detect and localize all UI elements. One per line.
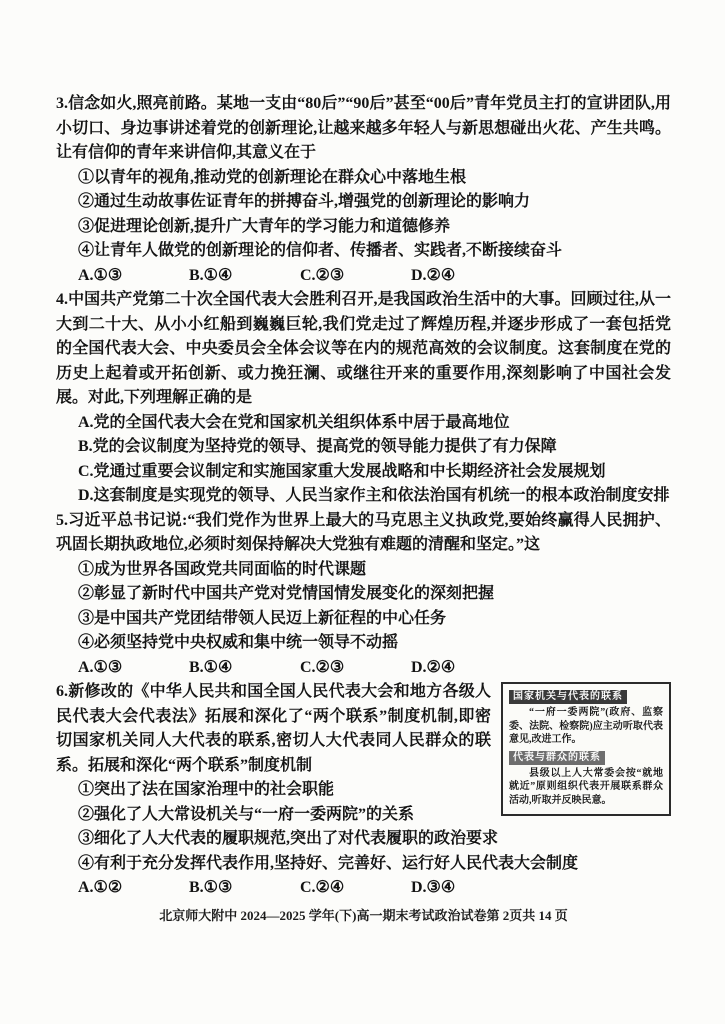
question-4-choice-a: A.党的全国代表大会在党和国家机关组织体系中居于最高地位 [78,413,510,431]
page-footer: 北京师大附中 2024—2025 学年(下)高一期末考试政治试卷第 2页共 14 页 [159,907,568,923]
q6-box-heading-state-organs: 国家机关与代表的联系 [509,690,627,704]
question-5-suboption-3: ③是中国共产党团结带领人民迈上新征程的中心任务 [78,609,447,627]
question-6-suboption-3: ③细化了人大代表的履职规范,突出了对代表履职的政治要求 [78,830,499,847]
question-3-answer-c: C.②③ [300,266,345,284]
question-5-answer-row [56,656,671,681]
question-6-stem: 6.新修改的《中华人民共和国全国人民代表大会和地方各级人民代表大会代表法》拓展和深化了“两个联系”制度机制,即密切国家机关同人大代表的联系,密切人大代表同人民群众的联系。拓展和深化“两个联系”制度机制 [56,683,491,774]
question-5-answer-b: B.①④ [189,658,233,676]
question-6-answer-b: B.①③ [189,879,233,896]
question-3-answer-d: D.②④ [411,266,456,284]
question-5-suboption-4: ④必须坚持党中央权威和集中统一领导不动摇 [78,634,399,651]
question-3-answer-row [56,264,671,289]
question-5 [56,509,671,681]
question-6-suboption-2: ②强化了人大常设机关与“一府一委两院”的关系 [78,805,415,823]
question-5-answer-a: A.①③ [78,658,123,676]
question-6-answer-a: A.①② [78,879,123,896]
question-4-choice-b: B.党的会议制度为坚持党的领导、提高党的领导能力提供了有力保障 [78,438,557,455]
question-3-suboption-2: ②通过生动故事佐证青年的拼搏奋斗,增强党的创新理论的影响力 [78,193,531,210]
question-4-choice-d: D.这套制度是实现党的领导、人民当家作主和依法治国有机统一的根本政治制度安排 [78,487,670,504]
question-3-answer-b: B.①④ [189,266,233,284]
question-6-suboption-1: ①突出了法在国家治理中的社会职能 [78,781,335,798]
question-3-suboption-3: ③促进理论创新,提升广大青年的学习能力和道德修养 [78,217,451,235]
question-6-answer-d: D.③④ [411,879,456,896]
question-3-suboption-4: ④让青年人做党的创新理论的信仰者、传播者、实践者,不断接续奋斗 [78,242,563,259]
q6-box-paragraph-2: 县级以上人大常委会按“就地就近”原则组织代表开展联系群众活动,听取并反映民意。 [509,767,663,806]
question-6-answer-c: C.②④ [300,879,345,896]
question-5-stem: 5.习近平总书记说:“我们党作为世界上最大的马克思主义执政党,要始终赢得人民拥护、巩固长期执政地位,必须时刻保持解决大党独有难题的清醒和坚定。”这 [56,511,671,553]
question-3-answer-a: A.①③ [78,266,123,284]
question-4-stem: 4.中国共产党第二十次全国代表大会胜利召开,是我国政治生活中的大事。回顾过往,从一大到二十大、从小小红船到巍巍巨轮,我们党走过了辉煌历程,并逐步形成了一套包括党的全国代表大会、中央委员会全体会议等在内的规范高效的会议制度。这套制度在党的历史上起着或开拓创新、或力挽狂澜、或继往开来的重要作用,深刻影响了中国社会发展。对此,下列理解正确的是 [56,291,671,406]
question-6 [56,680,671,901]
question-5-answer-d: D.②④ [411,658,456,676]
question-5-answer-c: C.②③ [300,658,345,676]
question-4-choice-c: C.党通过重要会议制定和实施国家重大发展战略和中长期经济社会发展规划 [78,462,606,480]
q6-box-paragraph-1: “一府一委两院”(政府、监察委、法院、检察院)应主动听取代表意见,改进工作。 [509,707,663,745]
question-3-stem: 3.信念如火,照亮前路。某地一支由“80后”“90后”甚至“00后”青年党员主打的宣讲团队,用小切口、身边事讲述着党的创新理论,让越来越多年轻人与新思想碰出火花、产生共鸣。让有信仰的青年来讲信仰,其意义在于 [56,95,671,161]
question-5-suboption-1: ①成为世界各国政党共同面临的时代课题 [78,560,367,578]
q6-box-heading-deputies-masses: 代表与群众的联系 [509,751,605,765]
question-6-answer-row [56,876,671,901]
question-6-suboption-4: ④有利于充分发挥代表作用,坚持好、完善好、运行好人民代表大会制度 [78,854,579,872]
question-5-suboption-2: ②彰显了新时代中国共产党对党情国情发展变化的深刻把握 [78,585,495,602]
question-3 [56,92,671,288]
q6-infographic-box [501,682,671,816]
question-3-suboption-1: ①以青年的视角,推动党的创新理论在群众心中落地生根 [78,168,467,186]
question-4 [56,288,671,509]
